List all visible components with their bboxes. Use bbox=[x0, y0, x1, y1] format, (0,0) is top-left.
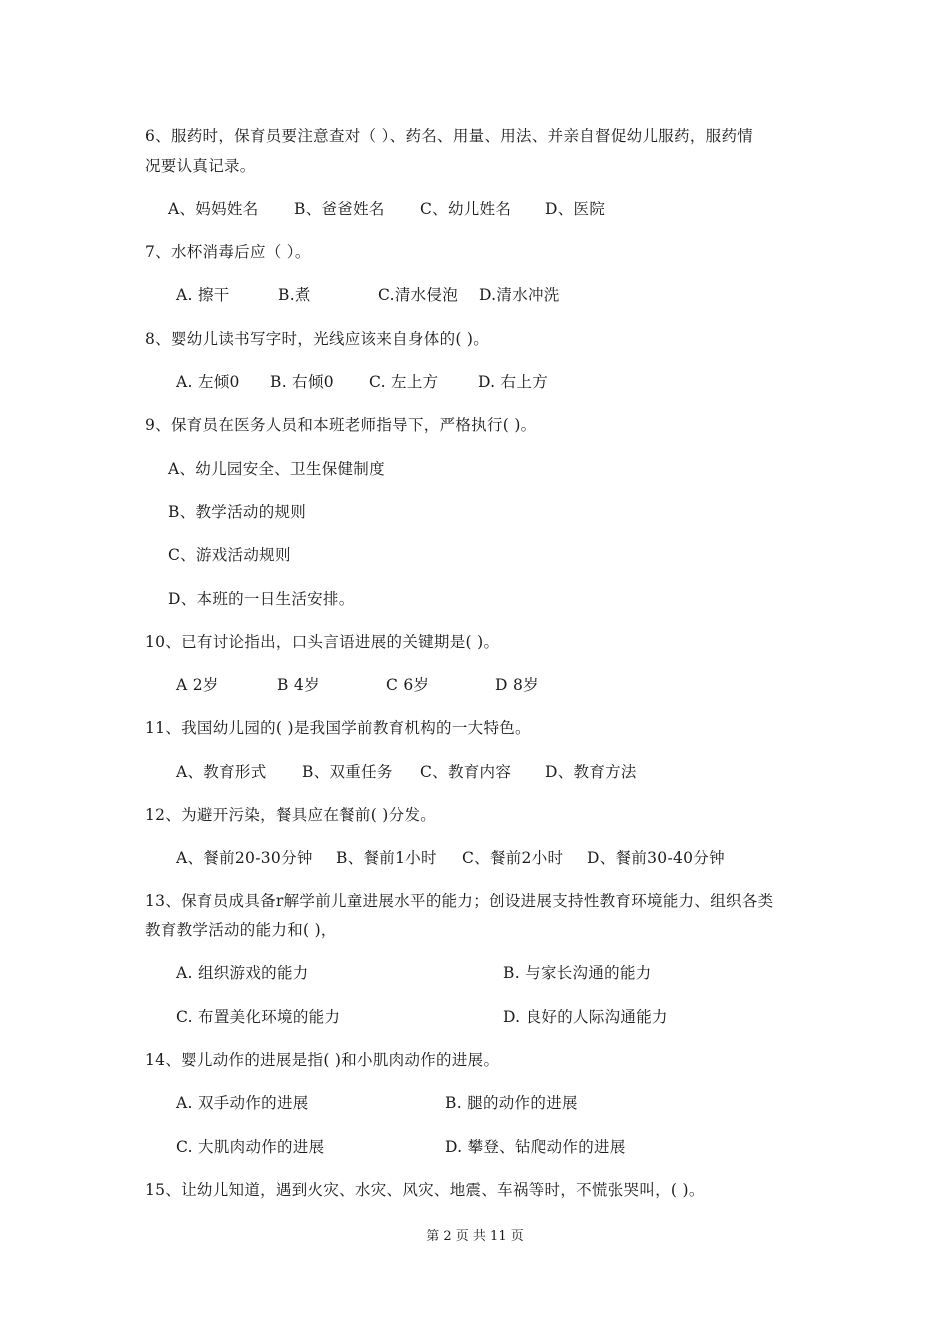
question-9-option-d: D、本班的一日生活安排。 bbox=[168, 590, 355, 608]
question-11-stem: 11、我国幼儿园的( )是我国学前教育机构的一大特色。 bbox=[145, 719, 531, 737]
question-7-option-d: D.清水冲洗 bbox=[479, 286, 560, 304]
question-6-option-d: D、医院 bbox=[545, 200, 606, 218]
question-8-stem: 8、婴幼儿读书写字时，光线应该来自身体的( )。 bbox=[145, 330, 490, 348]
question-6-option-c: C、幼儿姓名 bbox=[420, 200, 512, 218]
question-6-option-b: B、爸爸姓名 bbox=[294, 200, 385, 218]
question-13-option-d: D. 良好的人际沟通能力 bbox=[503, 1008, 668, 1026]
question-9-option-a: A、幼儿园安全、卫生保健制度 bbox=[168, 460, 385, 478]
question-6-stem-line-2: 况要认真记录。 bbox=[145, 157, 256, 175]
question-6-stem-line-1: 6、服药时，保育员要注意查对（ ）、药名、用量、用法、并亲自督促幼儿服药，服药情 bbox=[145, 127, 754, 145]
question-12-option-b: B、餐前1小时 bbox=[336, 849, 437, 867]
question-14-stem: 14、婴儿动作的进展是指( )和小肌肉动作的进展。 bbox=[145, 1051, 500, 1069]
question-8-option-c: C. 左上方 bbox=[369, 373, 439, 391]
question-11-option-b: B、双重任务 bbox=[302, 763, 393, 781]
question-10-stem: 10、已有讨论指出，口头言语进展的关键期是( )。 bbox=[145, 633, 500, 651]
page-footer: 第 2 页 共 11 页 bbox=[426, 1229, 524, 1244]
question-14-option-a: A. 双手动作的进展 bbox=[176, 1094, 309, 1112]
question-15-stem: 15、让幼儿知道，遇到火灾、水灾、风灾、地震、车祸等时，不慌张哭叫，( )。 bbox=[145, 1181, 705, 1199]
question-12-option-d: D、餐前30-40分钟 bbox=[587, 849, 725, 867]
question-7-option-b: B.煮 bbox=[278, 286, 311, 304]
question-14-option-b: B. 腿的动作的进展 bbox=[445, 1094, 578, 1112]
question-9-stem: 9、保育员在医务人员和本班老师指导下，严格执行( )。 bbox=[145, 416, 537, 434]
question-10-option-c: C 6岁 bbox=[386, 676, 430, 694]
question-8-option-b: B. 右倾0 bbox=[270, 373, 334, 391]
question-8-option-a: A. 左倾0 bbox=[176, 373, 240, 391]
question-7-stem: 7、水杯消毒后应（ ）。 bbox=[145, 243, 311, 261]
question-14-option-d: D. 攀登、钻爬动作的进展 bbox=[445, 1138, 626, 1156]
question-11-option-a: A、教育形式 bbox=[176, 763, 267, 781]
question-8-option-d: D. 右上方 bbox=[478, 373, 549, 391]
question-10-option-d: D 8岁 bbox=[495, 676, 539, 694]
question-12-option-a: A、餐前20-30分钟 bbox=[176, 849, 313, 867]
question-13-option-b: B. 与家长沟通的能力 bbox=[503, 964, 652, 982]
question-13-option-a: A. 组织游戏的能力 bbox=[176, 964, 309, 982]
question-11-option-d: D、教育方法 bbox=[545, 763, 637, 781]
question-10-option-a: A 2岁 bbox=[176, 676, 219, 694]
question-13-stem-line-2: 教育教学活动的能力和( )， bbox=[145, 921, 337, 939]
question-13-option-c: C. 布置美化环境的能力 bbox=[176, 1008, 341, 1026]
question-12-option-c: C、餐前2小时 bbox=[462, 849, 564, 867]
question-11-option-c: C、教育内容 bbox=[420, 763, 512, 781]
question-12-stem: 12、为避开污染，餐具应在餐前( )分发。 bbox=[145, 806, 437, 824]
question-9-option-b: B、教学活动的规则 bbox=[168, 503, 307, 521]
question-9-option-c: C、游戏活动规则 bbox=[168, 546, 291, 564]
question-7-option-c: C.清水侵泡 bbox=[378, 286, 459, 304]
question-6-option-a: A、妈妈姓名 bbox=[168, 200, 259, 218]
question-14-option-c: C. 大肌肉动作的进展 bbox=[176, 1138, 325, 1156]
question-13-stem-line-1: 13、保育员成具备r解学前儿童进展水平的能力；创设进展支持性教育环境能力、组织各类 bbox=[145, 892, 774, 910]
question-10-option-b: B 4岁 bbox=[277, 676, 320, 694]
question-7-option-a: A. 擦干 bbox=[176, 286, 230, 304]
